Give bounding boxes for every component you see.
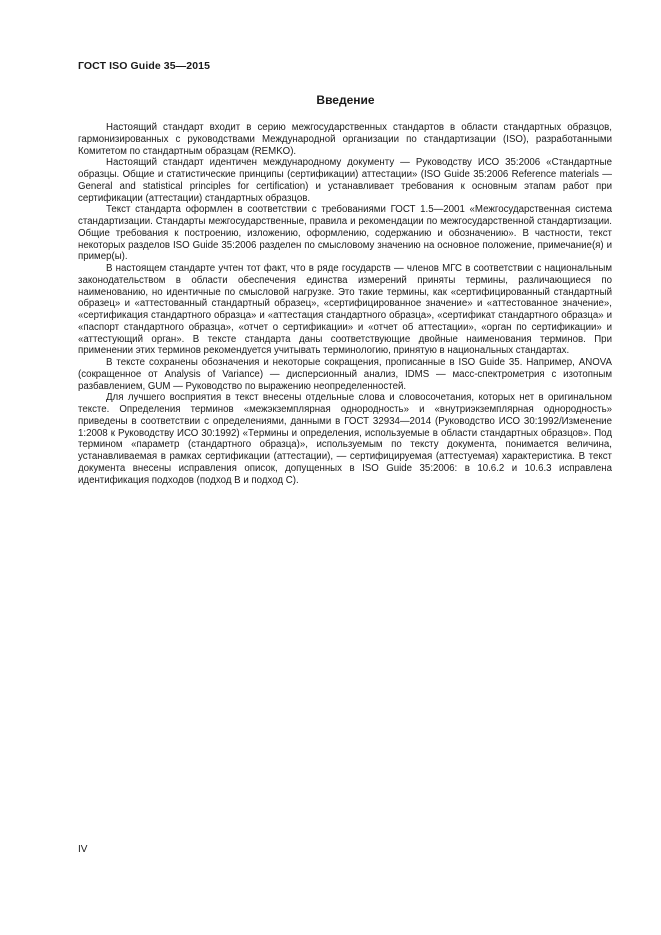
paragraph-5: В тексте сохранены обозначения и некоторые сокращения, прописанные в ISO Guide 35. Например, ANOVA (сокращенное от Analysis of Variance) — дисперсионный анализ, IDMS — масс-спектрометрия с изотопным разбавлением, GUM — Руководство по выражению неопределенностей. bbox=[78, 357, 612, 392]
page-number: IV bbox=[78, 844, 88, 855]
paragraph-2: Настоящий стандарт идентичен международному документу — Руководству ИСО 35:2006 «Стандартные образцы. Общие и статистические принципы (сертификации) аттестации» (ISO Guide 35:2006 Reference materials — General and statistical principles for certification) и устанавливает требования к основным этапам работ при сертификации (аттестации) стандартных образцов. bbox=[78, 157, 612, 204]
section-title: Введение bbox=[316, 93, 375, 107]
paragraph-6: Для лучшего восприятия в текст внесены отдельные слова и словосочетания, которых нет в оригинальном тексте. Определения терминов «межэкземплярная однородность» и «внутриэкземплярная однородность» приведены в соответствии с определениями, данными в ГОСТ 32934—2014 (Руководство ИСО 30:1992/Изменение 1:2008 к Руководству ИСО 30:1992) «Термины и определения, используемые в области стандартных образцов». Под термином «параметр (стандартного образца)», используемым по тексту документа, понимается величина, устанавливаемая в рамках сертификации (аттестации), — сертифицируемая (аттестуемая) характеристика. В текст документа внесены исправления описок, допущенных в ISO Guide 35:2006: в 10.6.2 и 10.6.3 исправлена идентификация подходов (подход B и подход C). bbox=[78, 392, 612, 486]
paragraph-3: Текст стандарта оформлен в соответствии с требованиями ГОСТ 1.5—2001 «Межгосударственная система стандартизации. Стандарты межгосударственные, правила и рекомендации по межгосударственной стандартизации. Общие требования к построению, изложению, оформлению, содержанию и обозначению». В частности, текст некоторых разделов ISO Guide 35:2006 разделен по смысловому значению на основное положение, примечание(я) и пример(ы). bbox=[78, 204, 612, 263]
document-header: ГОСТ ISO Guide 35—2015 bbox=[78, 60, 211, 72]
paragraph-4: В настоящем стандарте учтен тот факт, что в ряде государств — членов МГС в соответствии с национальным законодательством в области обеспечения единства измерений приняты термины, различающиеся по наименованию, но идентичные по смысловой нагрузке. Это такие термины, как «сертифицированный стандартный образец» и «аттестованный стандартный образец», «сертифицированное значение» и «аттестованное значение», «сертификация стандартного образца» и «аттестация стандартного образца», «сертификат стандартного образца» и «паспорт стандартного образца», «отчет о сертификации» и «отчет об аттестации», «орган по сертификации» и «аттестующий орган». В тексте стандарта даны соответствующие двойные наименования терминов. При применении этих терминов рекомендуется учитывать терминологию, принятую в национальных стандартах. bbox=[78, 263, 612, 357]
body-text bbox=[78, 122, 612, 486]
paragraph-1: Настоящий стандарт входит в серию межгосударственных стандартов в области стандартных образцов, гармонизированных с руководствами Международной организации по стандартизации (ISO), разработанными Комитетом по стандартным образцам (REMKO). bbox=[78, 122, 612, 157]
